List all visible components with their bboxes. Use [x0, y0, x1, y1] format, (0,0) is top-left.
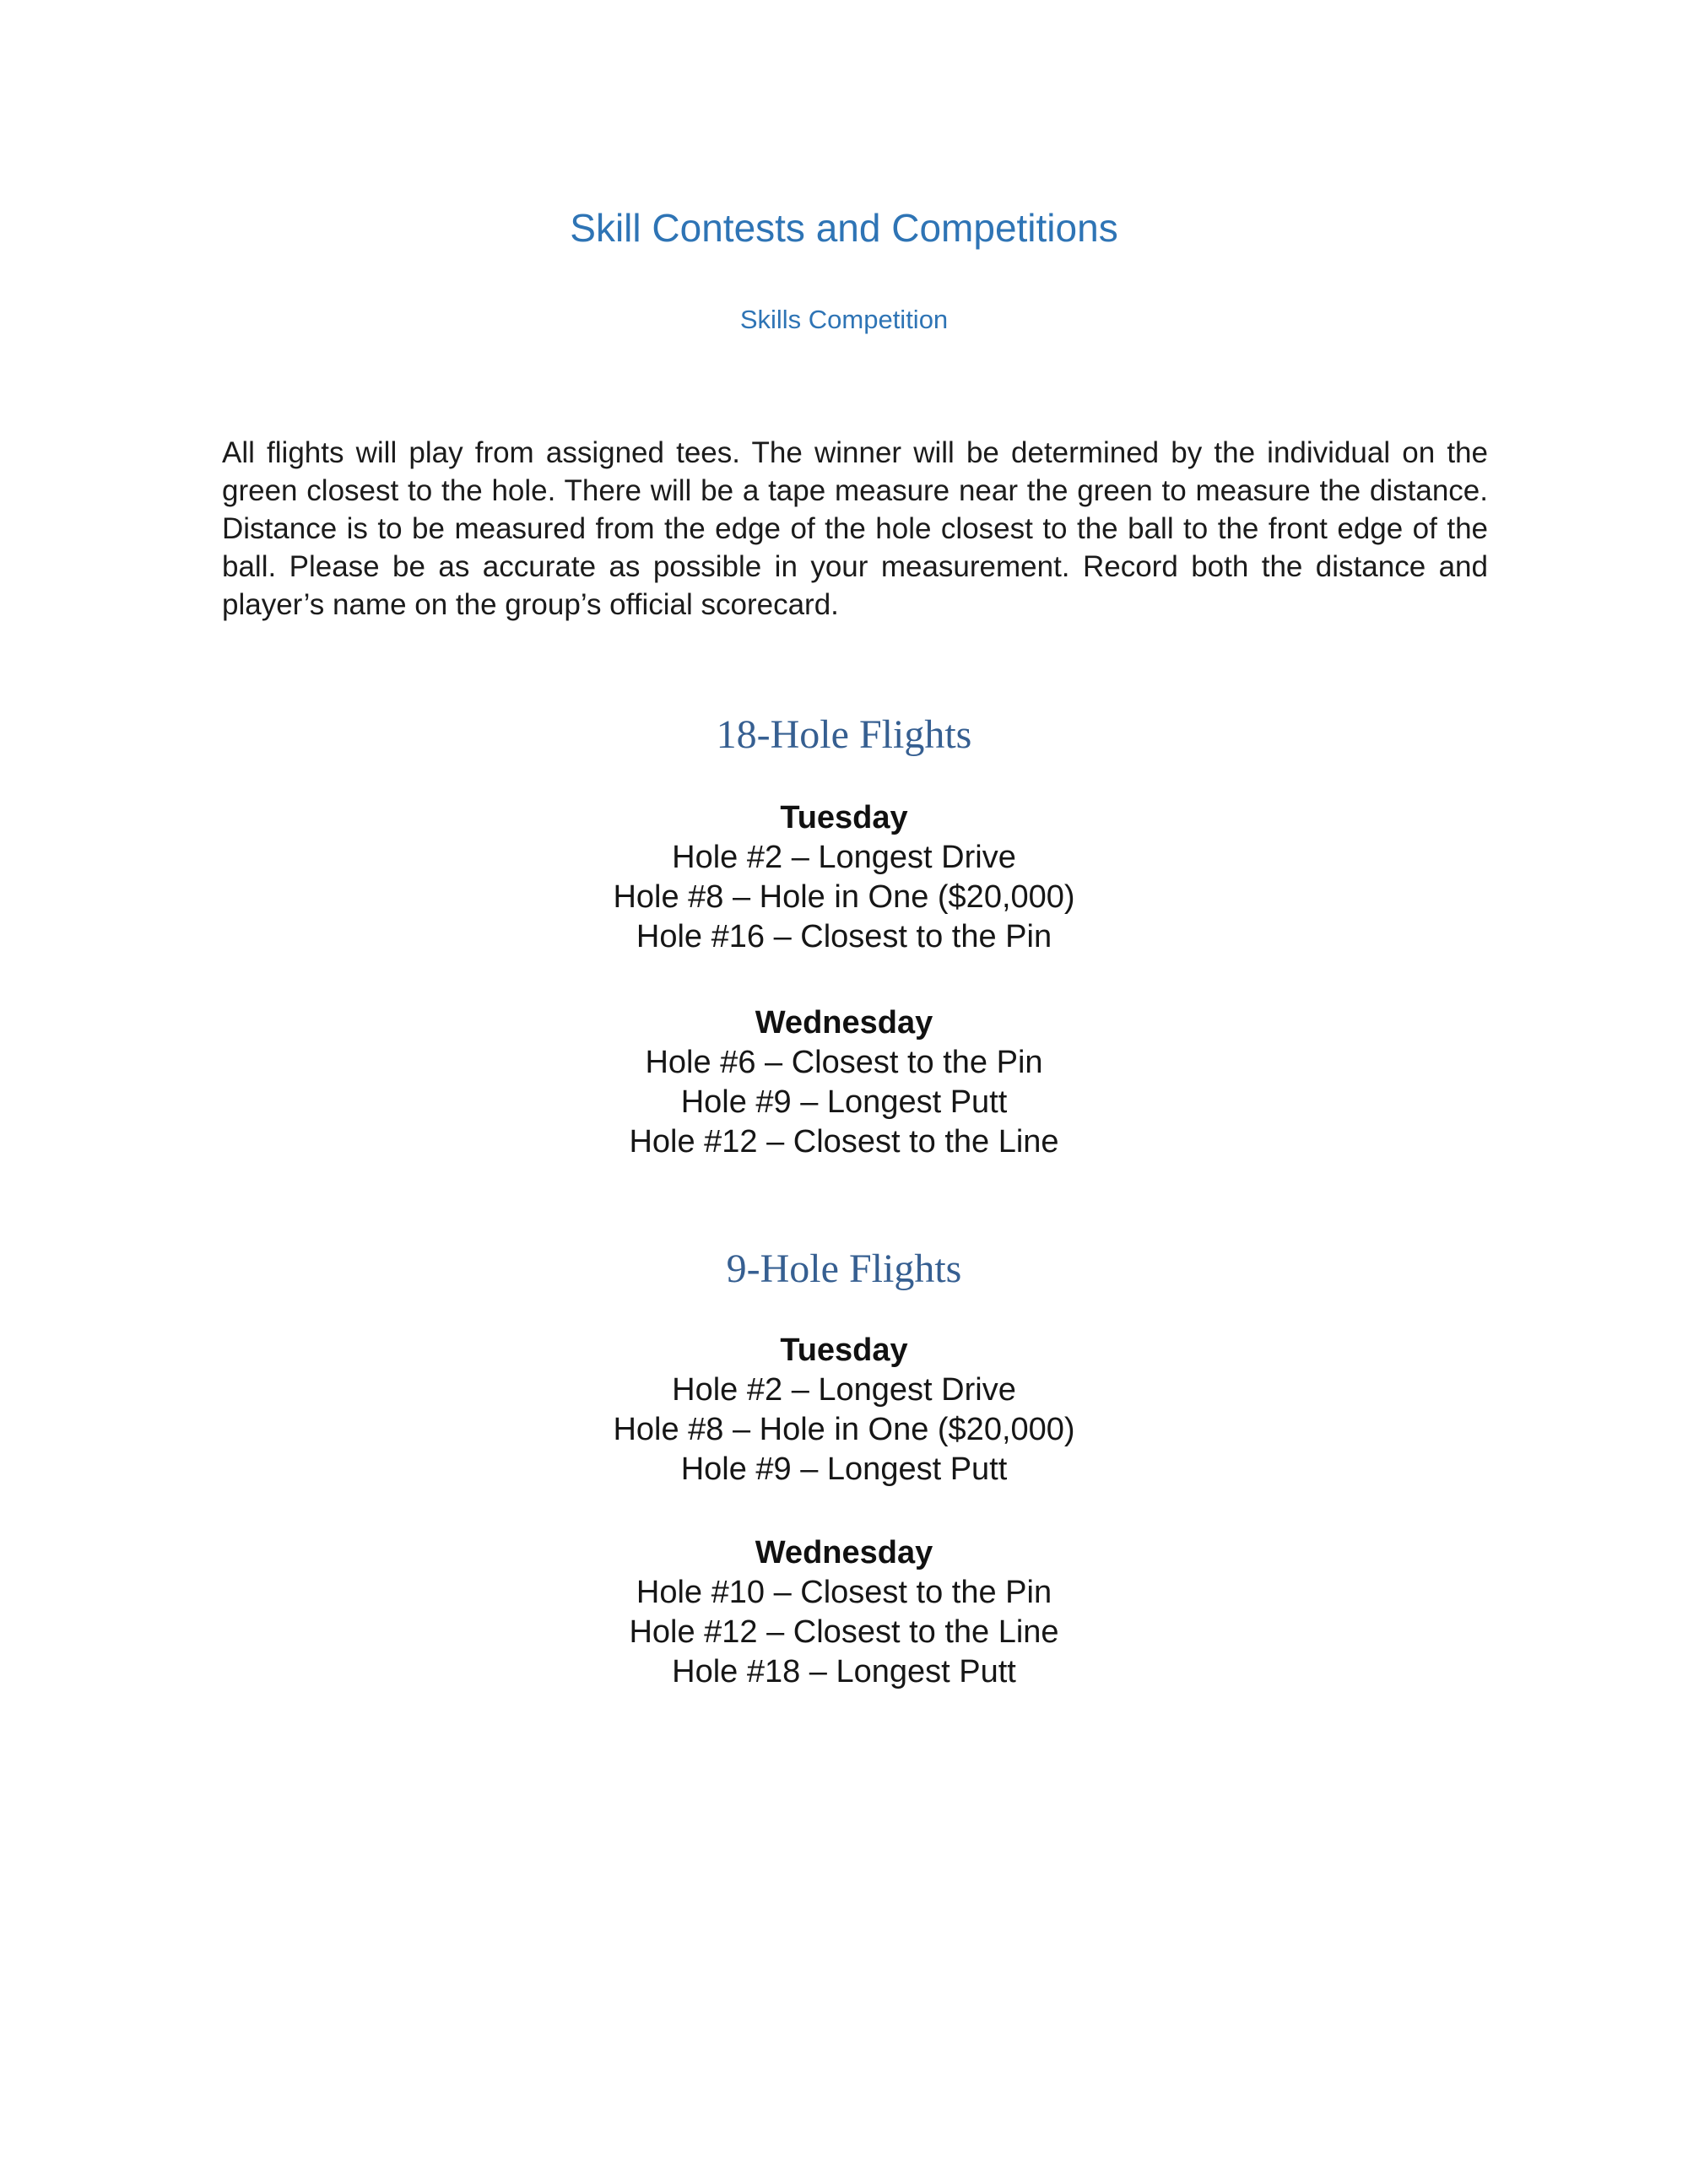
event-line: Hole #8 – Hole in One ($20,000): [613, 1412, 1075, 1447]
event-line: Hole #8 – Hole in One ($20,000): [613, 879, 1075, 915]
event-line: Hole #12 – Closest to the Line: [629, 1124, 1059, 1160]
section-heading-9-hole-flights: 9-Hole Flights: [726, 1246, 962, 1291]
day-header-tuesday: Tuesday: [780, 800, 908, 835]
event-line: Hole #16 – Closest to the Pin: [636, 919, 1052, 954]
event-line: Hole #12 – Closest to the Line: [629, 1614, 1059, 1650]
event-line: Hole #18 – Longest Putt: [672, 1654, 1016, 1689]
day-header-wednesday: Wednesday: [755, 1535, 933, 1570]
document-subtitle: Skills Competition: [739, 305, 949, 334]
event-line: Hole #2 – Longest Drive: [672, 1372, 1016, 1408]
event-line: Hole #10 – Closest to the Pin: [636, 1575, 1052, 1610]
document-title: Skill Contests and Competitions: [570, 206, 1118, 250]
day-group-9hole-tuesday: [0, 1330, 1688, 1489]
event-line: Hole #2 – Longest Drive: [672, 840, 1016, 875]
day-group-9hole-wednesday: [0, 1533, 1688, 1692]
event-line: Hole #9 – Longest Putt: [680, 1451, 1008, 1487]
day-group-18hole-tuesday: [0, 797, 1688, 957]
day-header-tuesday: Tuesday: [780, 1333, 908, 1368]
section-heading-18-hole-flights: 18-Hole Flights: [716, 712, 972, 757]
day-group-18hole-wednesday: [0, 1003, 1688, 1162]
day-header-wednesday: Wednesday: [755, 1005, 933, 1041]
event-line: Hole #9 – Longest Putt: [680, 1084, 1008, 1120]
intro-paragraph: All flights will play from assigned tees. The winner will be determined by the individual on the green closest to the hole. There will be a tape measure near the green to measure the distance. Distance is to be measured from the edge of the hole closest to the ball to the front edge of the ball. Please be as accurate as possible in your measurement. Record both the distance and player’s name on the group’s official scorecard.: [222, 436, 1488, 621]
event-line: Hole #6 – Closest to the Pin: [645, 1045, 1043, 1080]
